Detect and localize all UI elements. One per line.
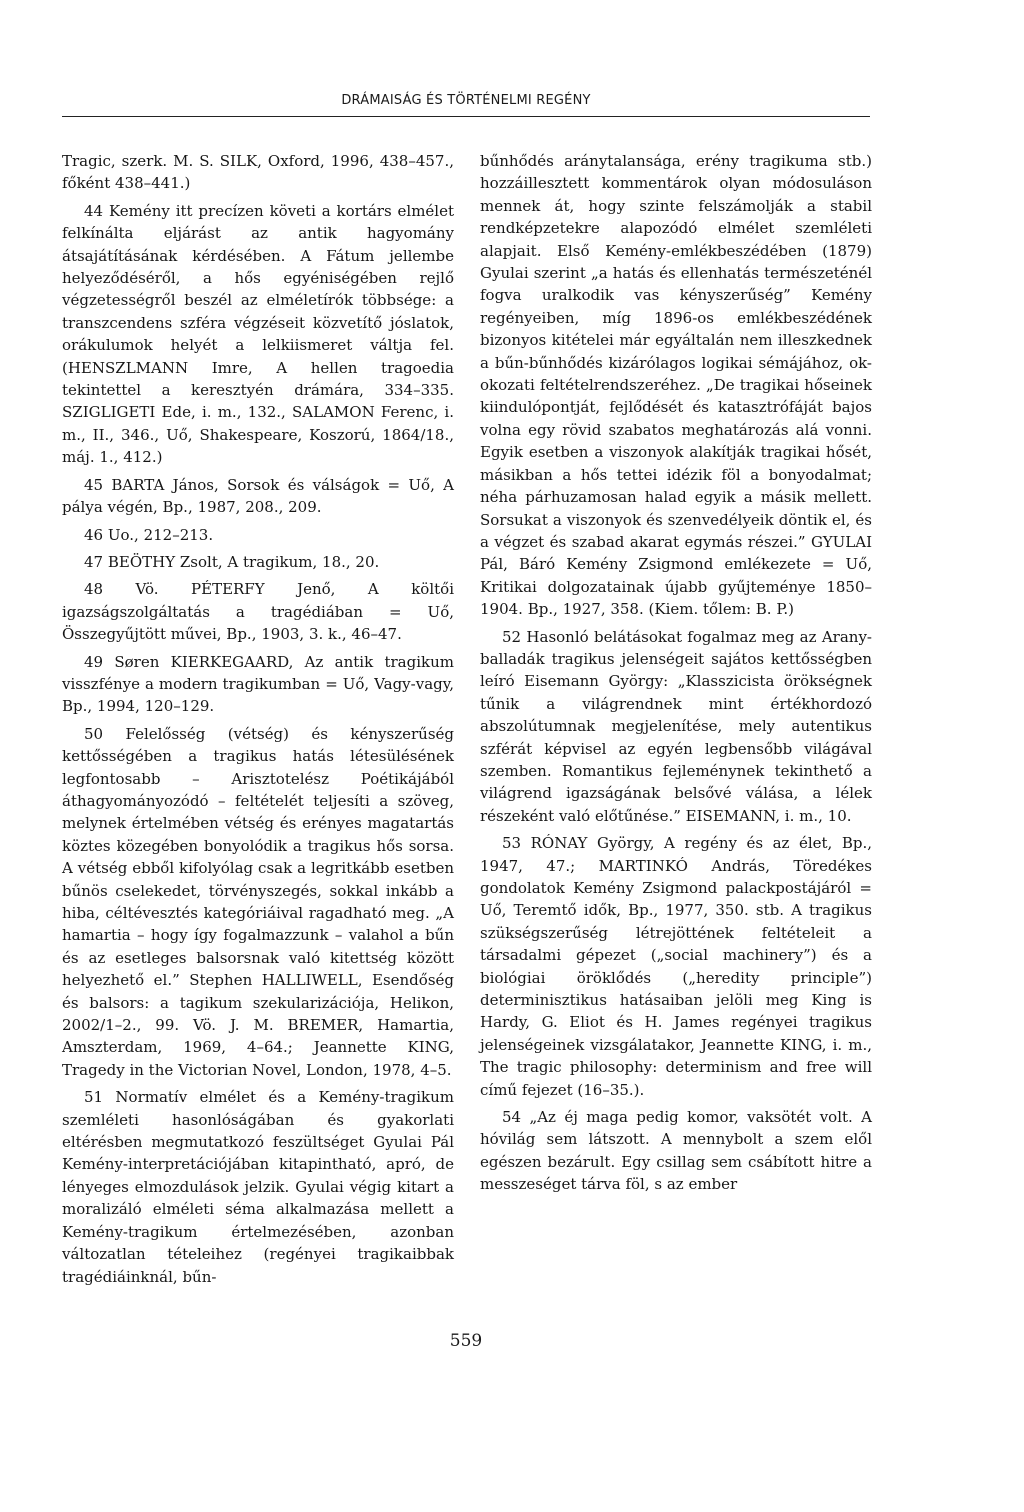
footnote-54: 54 „Az éj maga pedig komor, vaksötét volt. A hóvilág sem látszott. A mennybolt a szem elől egészen bezárult. Egy csillag sem csábított hitre a messzeséget tárva föl, s az ember [480, 1108, 872, 1194]
page-number: 559 [449, 1331, 483, 1351]
footnote-51-continued: bűnhődés aránytalansága, erény tragikuma stb.) hozzáillesztett kommentárok olyan módosuláson mennek át, hogy szinte felszámolják a stabil rendképzetekre alapozódó elmélet szemléleti alapjait. Első Kemény-emlékbeszédében (1879) Gyulai szerint „a hatás és ellenhatás természeténél fogva uralkodik vas kényszerűség” Kemény regényeiben, míg 1896-os emlékbeszédének bizonyos kitételei már egyáltalán nem illeszkednek a bűn-bűnhődés kizárólagos logikai sémájához, ok-okozati feltételrendszeréhez. „De tragikai hőseinek kiindulópontját, fejlődését és katasztrófáját bajos volna egy rövid szabatos meghatározás alá vonni. Egyik esetben a viszonyok alakítják tragikai hősét, másikban a hős tettei idézik föl a bonyodalmat; néha párhuzamosan halad egyik a másik mellett. Sorsukat a viszonyok és szenvedélyeik döntik el, és a végzet és szabad akarat egymás részei.” GYULAI Pál, Báró Kemény Zsigmond emlékezete = Uő, Kritikai dolgozatainak újabb gyűjteménye 1850–1904. Bp., 1927, 358. (Kiem. tőlem: B. P.) [480, 152, 872, 619]
footnote-50: 50 Felelősség (vétség) és kényszerűség kettősségében a tragikus hatás létesülésének legfontosabb – Arisztotelész Poétikájából áthagyományozódó – feltételét teljesíti a szöveg, melynek értelmében vétség és erényes magatartás köztes közegében bonyolódik a tragikus hős sorsa. A vétség ebből kifolyólag csak a legritkább esetben bűnös cselekedet, törvényszegés, sokkal inkább a hiba, céltévesztés kategóriáival ragadható meg. „A hamartia – hogy így fogalmazzunk – valahol a bűn és az esetleges balsorsnak való kitettség között helyezhető el.” Stephen HALLIWELL, Esendőség és balsors: a tagikum szekularizációja, Helikon, 2002/1–2., 99. Vö. J. M. BREMER, Hamartia, Amszterdam, 1969, 4–64.; Jeannette KING, Tragedy in the Victorian Novel, London, 1978, 4–5. [62, 724, 454, 1079]
footnote-45: 45 BARTA János, Sorsok és válságok = Uő, A pálya végén, Bp., 1987, 208., 209. [62, 475, 454, 517]
right-column [480, 150, 872, 1201]
footnote-43-continued: Tragic, szerk. M. S. SILK, Oxford, 1996, 438–457., főként 438–441.) [62, 152, 454, 193]
header-rule [62, 116, 870, 117]
footnote-47: 47 BEÖTHY Zsolt, A tragikum, 18., 20. [84, 552, 380, 571]
left-column [62, 150, 454, 1293]
footnote-49: 49 Søren KIERKEGAARD, Az antik tragikum visszfénye a modern tragikumban = Uő, Vagy-vagy, Bp., 1994, 120–129. [62, 652, 454, 716]
footnote-52: 52 Hasonló belátásokat fogalmaz meg az Arany-balladák tragikus jelenségeit sajátos kettősségben leíró Eisemann György: „Klasszicista örökségnek tűnik a világrendnek mint értékhordozó abszolútumnak megjelenítése, mely autentikus szférát képvisel az egyén legbensőbb világával szemben. Romantikus fejleménynek tekinthető a világrend igazságának belsővé válása, a lélek részeként való előtűnése.” EISEMANN, i. m., 10. [480, 627, 872, 825]
footnote-51: 51 Normatív elmélet és a Kemény-tragikum szemléleti hasonlóságában és gyakorlati eltérésben megmutatkozó feszültséget Gyulai Pál Kemény-interpretációjában kitapintható, apró, de lényeges elmozdulások jelzik. Gyulai végig kitart a moralizáló elméleti séma alkalmazása mellett a Kemény-tragikum értelmezésében, azonban változatlan tételeihez (regényei tragikaibbak tragédiáinknál, bűn- [62, 1088, 454, 1286]
footnote-46: 46 Uo., 212–213. [84, 525, 214, 544]
running-header: DRÁMAISÁG ÉS TÖRTÉNELMI REGÉNY [341, 93, 591, 108]
footnote-44: 44 Kemény itt precízen követi a kortárs elmélet felkínálta eljárást az antik hagyomány átsajátításának kérdésében. A Fátum jellembe helyeződéséről, a hős egyéniségében rejlő végzetességről beszél az elméletírók többsége: a transzcendens szféra végzéseit közvetítő jóslatok, orákulumok helyét a lelkiismeret váltja fel. (HENSZLMANN Imre, A hellen tragoedia tekintettel a keresztyén drámára, 334–335. SZIGLIGETI Ede, i. m., 132., SALAMON Ferenc, i. m., II., 346., Uő, Shakespeare, Koszorú, 1864/18., máj. 1., 412.) [62, 201, 454, 467]
footnote-48: 48 Vö. PÉTERFY Jenő, A költői igazságszolgáltatás a tragédiában = Uő, Összegyűjtött művei, Bp., 1903, 3. k., 46–47. [62, 580, 454, 644]
footnote-53: 53 RÓNAY György, A regény és az élet, Bp., 1947, 47.; MARTINKÓ András, Töredékes gondolatok Kemény Zsigmond palackpostájáról = Uő, Teremtő idők, Bp., 1977, 350. stb. A tragikus szükségszerűség létrejöttének feltételeit a társadalmi gépezet („social machinery”) és a biológiai öröklődés („heredity principle”) determinisztikus hatásaiban jelöli meg King is Hardy, G. Eliot és H. James regényei tragikus jelenségeinek vizsgálatakor, Jeannette KING, i. m., The tragic philosophy: determinism and free will című fejezet (16–35.). [480, 834, 872, 1099]
